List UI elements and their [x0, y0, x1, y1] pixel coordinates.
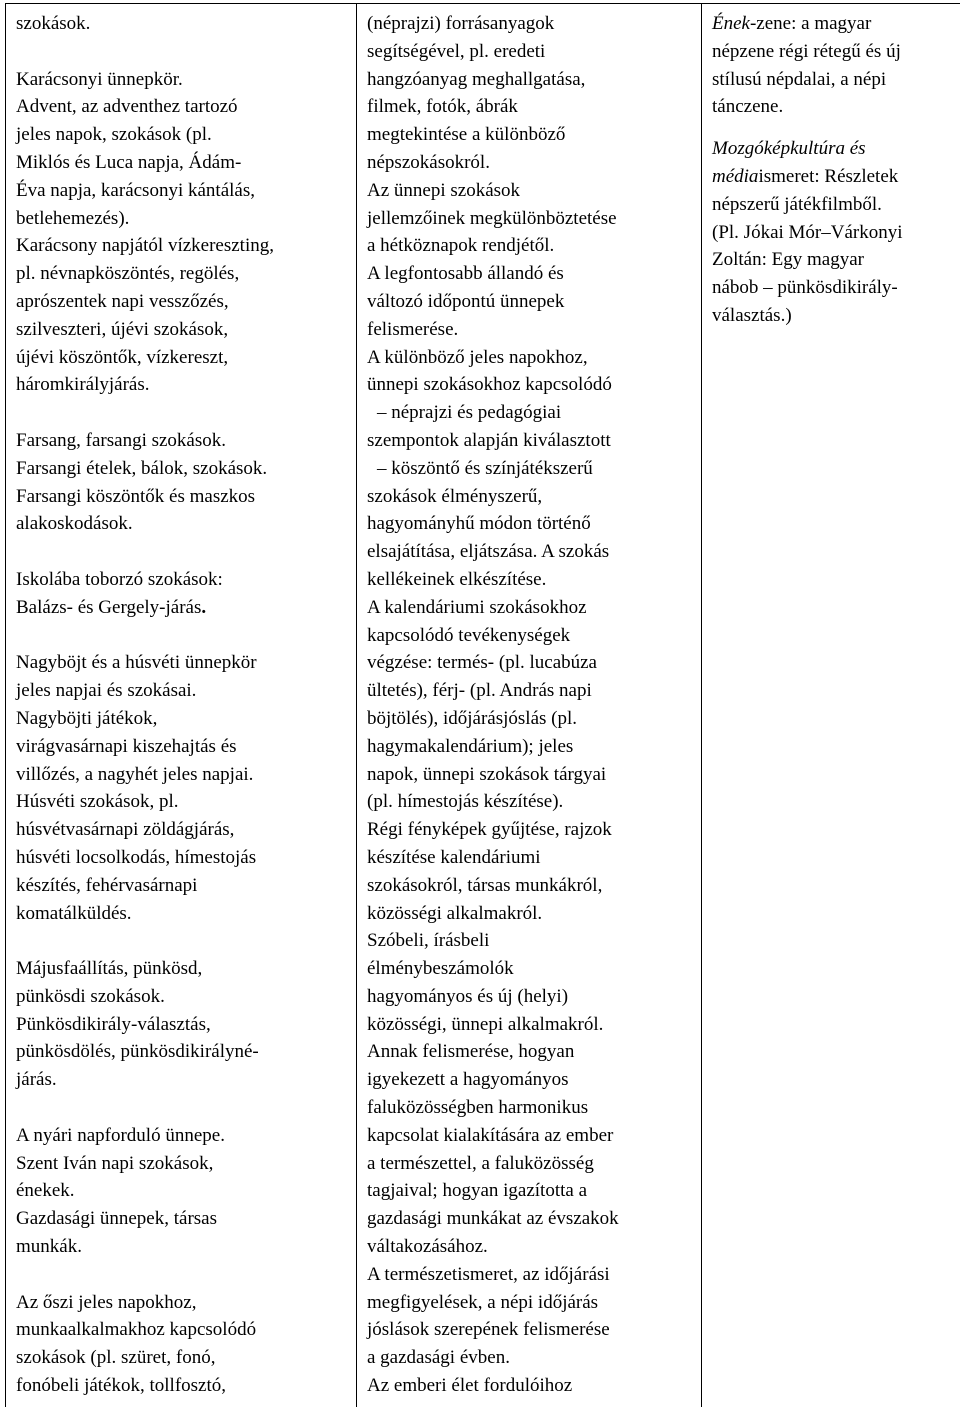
- text-line: (Pl. Jókai Mór–Várkonyi: [712, 221, 903, 243]
- text-line: tánczene.: [712, 96, 784, 118]
- text-line: Zoltán: Egy magyar: [712, 249, 864, 271]
- text-line: Karácsony napjától vízkereszting,: [16, 235, 274, 257]
- text-line: hagyományhű módon történő: [367, 513, 591, 535]
- text-line: hagymakalendárium); jeles: [367, 735, 574, 757]
- text-line: kapcsolódó tevékenységek: [367, 624, 571, 646]
- text-line: pl. névnapköszöntés, regölés,: [16, 263, 240, 285]
- text-line: segítségével, pl. eredeti: [367, 40, 546, 62]
- text-line: Annak felismerése, hogyan: [367, 1041, 575, 1063]
- bold-period: .: [201, 596, 207, 618]
- subject-name: Ének: [712, 13, 750, 34]
- text-line: Balázs- és Gergely-járás.: [16, 596, 207, 618]
- text-line: villőzés, a nagyhét jeles napjai.: [16, 763, 254, 785]
- text-line: tagjaival; hogyan igazította a: [367, 1180, 588, 1202]
- text-line: szokások élményszerű,: [367, 485, 543, 507]
- text-line: Szóbeli, írásbeli: [367, 930, 490, 952]
- text-line: jeles napjai és szokásai.: [16, 680, 197, 702]
- text-line: húsvéti locsolkodás, hímestojás: [16, 846, 257, 868]
- text-line: (néprajzi) forrásanyagok: [367, 13, 555, 34]
- text-line: népzene régi rétegű és új: [712, 40, 901, 62]
- text-line: hangzóanyag meghallgatása,: [367, 68, 586, 90]
- text-line: szilveszteri, újévi szokások,: [16, 318, 229, 340]
- text-line: stílusú népdalai, a népi: [712, 68, 887, 90]
- table-row: [6, 4, 960, 1407]
- text-line: a gazdasági évben.: [367, 1347, 510, 1369]
- text-line: A legfontosabb állandó és: [367, 263, 564, 285]
- text-line: változó időpontú ünnepek: [367, 290, 565, 312]
- content-column: [6, 4, 357, 1407]
- text-line: járás.: [16, 1069, 57, 1091]
- text-line: választás.): [712, 304, 792, 326]
- text-line: Éva napja, karácsonyi kántálás,: [16, 179, 255, 201]
- section-heading: Farsang, farsangi szokások.: [16, 429, 227, 451]
- text-line: énekek.: [16, 1180, 75, 1202]
- text-line: a természettel, a faluközösség: [367, 1152, 594, 1174]
- text-line: újévi köszöntők, vízkereszt,: [16, 346, 229, 368]
- text-line: a hétköznapok rendjétől.: [367, 235, 555, 257]
- text-line: szokásokról, társas munkákról,: [367, 874, 603, 896]
- text-line: komatálküldés.: [16, 902, 132, 924]
- text-line: megfigyelések, a népi időjárás: [367, 1291, 599, 1313]
- text-line: médiaismeret: Részletek: [712, 165, 899, 187]
- text-line: megtekintése a különböző: [367, 124, 566, 146]
- section-heading: Az őszi jeles napokhoz,: [16, 1291, 197, 1313]
- text-line: elsajátítása, eljátszása. A szokás: [367, 541, 610, 563]
- text-line: jeles napok, szokások (pl.: [16, 124, 212, 146]
- text-line: élménybeszámolók: [367, 958, 514, 980]
- text-line: szokások.: [16, 13, 91, 34]
- text-line: fonóbeli játékok, tollfosztó,: [16, 1375, 227, 1397]
- text-line: közösségi alkalmakról.: [367, 902, 543, 924]
- text-line: Gazdasági ünnepek, társas: [16, 1208, 218, 1230]
- text-line: Nagyböjti játékok,: [16, 707, 158, 729]
- text-line: virágvasárnapi kiszehajtás és: [16, 735, 237, 757]
- text-line: hagyományos és új (helyi): [367, 985, 569, 1007]
- text-line: húsvétvasárnapi zöldágjárás,: [16, 819, 235, 841]
- text-line: gazdasági munkákat az évszakok: [367, 1208, 619, 1230]
- text-line: ültetés), férj- (pl. András napi: [367, 680, 592, 702]
- section-heading: Iskolába toborzó szokások:: [16, 568, 223, 590]
- text-line: (pl. hímestojás készítése).: [367, 791, 564, 813]
- text-line: kellékeinek elkészítése.: [367, 568, 547, 590]
- text-line: Pünkösdikirály-választás,: [16, 1013, 211, 1035]
- activities-column: [357, 4, 702, 1407]
- text-line: alakoskodások.: [16, 513, 133, 535]
- text-line: filmek, fotók, ábrák: [367, 96, 518, 118]
- text-line: szempontok alapján kiválasztott: [367, 429, 611, 451]
- text-line: Régi fényképek gyűjtése, rajzok: [367, 819, 612, 841]
- text-line: háromkirályjárás.: [16, 374, 150, 396]
- section-heading: A nyári napforduló ünnepe.: [16, 1124, 225, 1146]
- text-line: kapcsolat kialakítására az ember: [367, 1124, 614, 1146]
- text-line: közösségi, ünnepi alkalmakról.: [367, 1013, 604, 1035]
- section-heading: Karácsonyi ünnepkör.: [16, 68, 183, 90]
- text-line: faluközösségben harmonikus: [367, 1097, 589, 1119]
- text-line: Farsangi köszöntők és maszkos: [16, 485, 256, 507]
- text-line: Az emberi élet fordulóihoz: [367, 1375, 573, 1397]
- text-line: aprószentek napi vesszőzés,: [16, 290, 229, 312]
- text-line: népszokásokról.: [367, 151, 490, 173]
- text-line: készítése kalendáriumi: [367, 846, 541, 868]
- section-heading: Májusfaállítás, pünkösd,: [16, 958, 203, 980]
- section-heading: Nagyböjt és a húsvéti ünnepkör: [16, 652, 257, 674]
- text-line: napok, ünnepi szokások tárgyai: [367, 763, 607, 785]
- text-line: készítés, fehérvasárnapi: [16, 874, 198, 896]
- text-line: Ének-zene: a magyar: [712, 13, 872, 34]
- text-line: [712, 135, 952, 163]
- text-line: jóslások szerepének felismerése: [367, 1319, 610, 1341]
- subject-name: média: [712, 165, 759, 187]
- text-line: böjtölés), időjárásjóslás (pl.: [367, 707, 578, 729]
- text-line: pünkösdi szokások.: [16, 985, 165, 1007]
- text-line: igyekezett a hagyományos: [367, 1069, 569, 1091]
- curriculum-table: [5, 3, 960, 1407]
- text-line: Miklós és Luca napja, Ádám-: [16, 151, 242, 173]
- text-line: – köszöntő és színjátékszerű: [377, 457, 593, 479]
- text-line: népszerű játékfilmből.: [712, 193, 882, 215]
- text-line: Advent, az adventhez tartozó: [16, 96, 238, 118]
- text-line: Farsangi ételek, bálok, szokások.: [16, 457, 268, 479]
- text-line: munkaalkalmakhoz kapcsolódó: [16, 1319, 257, 1341]
- text-line: szokások (pl. szüret, fonó,: [16, 1347, 216, 1369]
- text-line: jellemzőinek megkülönböztetése: [367, 207, 617, 229]
- text-line: pünkösdölés, pünkösdikirályné-: [16, 1041, 259, 1063]
- text-line: Az ünnepi szokások: [367, 179, 521, 201]
- text-line: ünnepi szokásokhoz kapcsolódó: [367, 374, 612, 396]
- text-line: – néprajzi és pedagógiai: [377, 402, 562, 424]
- text-line: Húsvéti szokások, pl.: [16, 791, 179, 813]
- text-line: betlehemezés).: [16, 207, 130, 229]
- text-line: felismerése.: [367, 318, 459, 340]
- text-line: munkák.: [16, 1236, 82, 1258]
- text-line: nábob – pünkösdikirály-: [712, 277, 898, 299]
- subject-name: Mozgóképkultúra és: [712, 138, 866, 160]
- text-line: váltakozásához.: [367, 1236, 488, 1258]
- text-line: A kalendáriumi szokásokhoz: [367, 596, 587, 618]
- text-line: Szent Iván napi szokások,: [16, 1152, 214, 1174]
- text-line: A különböző jeles napokhoz,: [367, 346, 588, 368]
- text-line: A természetismeret, az időjárási: [367, 1263, 610, 1285]
- connections-column: [702, 4, 960, 1407]
- text-line: végzése: termés- (pl. lucabúza: [367, 652, 597, 674]
